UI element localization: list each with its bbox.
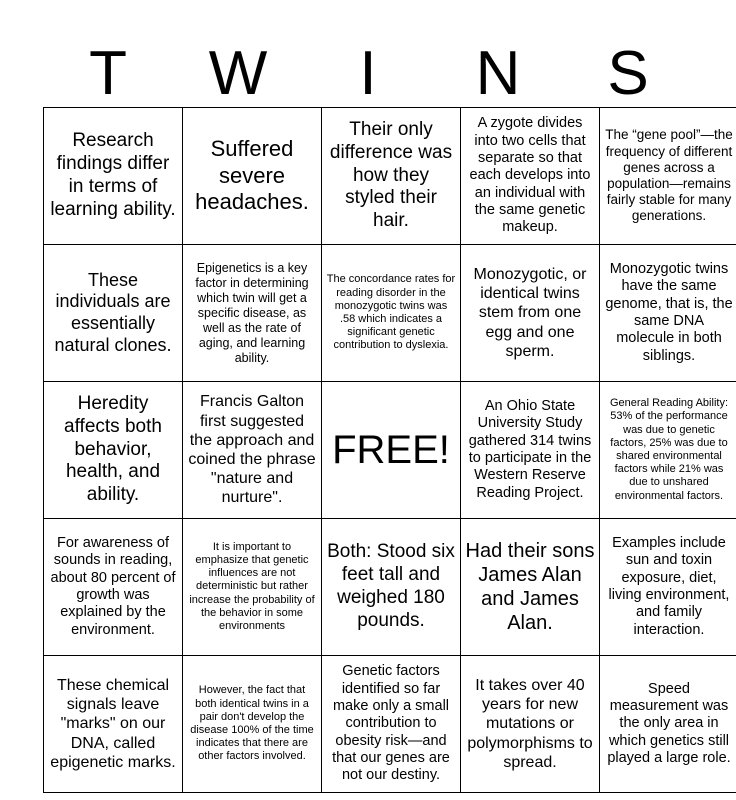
title-letter-t: T: [89, 39, 127, 108]
bingo-cell[interactable]: These chemical signals leave "marks" on our DNA, called epigenetic marks.: [44, 656, 183, 793]
bingo-cell[interactable]: These individuals are essentially natural clones.: [44, 245, 183, 382]
bingo-cell[interactable]: The concordance rates for reading disorder in the monozygotic twins was .58 which indicates a significant genetic contribution to dyslexia.: [322, 245, 461, 382]
bingo-cell[interactable]: However, the fact that both identical twins in a pair don't develop the disease 100% of the time indicates that there are other factors involved.: [183, 656, 322, 793]
free-space-cell[interactable]: FREE!: [322, 382, 461, 519]
bingo-cell[interactable]: Epigenetics is a key factor in determining which twin will get a specific disease, as well as the rate of aging, and learning ability.: [183, 245, 322, 382]
bingo-cell[interactable]: For awareness of sounds in reading, about 80 percent of growth was explained by the environment.: [44, 519, 183, 656]
bingo-cell[interactable]: A zygote divides into two cells that separate so that each develops into an individual with the same genetic makeup.: [461, 108, 600, 245]
bingo-title: [43, 39, 693, 108]
bingo-row-1: [44, 108, 736, 245]
bingo-cell[interactable]: The “gene pool”—the frequency of different genes across a population—remains fairly stable for many generations.: [600, 108, 736, 245]
bingo-cell[interactable]: Both: Stood six feet tall and weighed 180 pounds.: [322, 519, 461, 656]
bingo-cell[interactable]: Had their sons James Alan and James Alan.: [461, 519, 600, 656]
title-letter-s: S: [607, 39, 649, 108]
bingo-cell[interactable]: It is important to emphasize that genetic influences are not deterministic but rather increase the probability of the behavior in some environments: [183, 519, 322, 656]
bingo-row-5: [44, 656, 736, 793]
bingo-cell[interactable]: Monozygotic, or identical twins stem from one egg and one sperm.: [461, 245, 600, 382]
bingo-row-3: [44, 382, 736, 519]
bingo-cell[interactable]: Heredity affects both behavior, health, and ability.: [44, 382, 183, 519]
bingo-cell[interactable]: Suffered severe headaches.: [183, 108, 322, 245]
bingo-cell[interactable]: Their only difference was how they styled their hair.: [322, 108, 461, 245]
bingo-cell[interactable]: Research findings differ in terms of learning ability.: [44, 108, 183, 245]
bingo-cell[interactable]: Genetic factors identified so far make only a small contribution to obesity risk—and that our genes are not our destiny.: [322, 656, 461, 793]
bingo-cell[interactable]: An Ohio State University Study gathered 314 twins to participate in the Western Reserve Reading Project.: [461, 382, 600, 519]
bingo-cell[interactable]: General Reading Ability: 53% of the performance was due to genetic factors, 25% was due to shared environmental factors while 21% was due to unshared environmental factors.: [600, 382, 736, 519]
bingo-cell[interactable]: It takes over 40 years for new mutations or polymorphisms to spread.: [461, 656, 600, 793]
title-letter-n: N: [475, 39, 521, 108]
bingo-cell[interactable]: Francis Galton first suggested the approach and coined the phrase "nature and nurture".: [183, 382, 322, 519]
bingo-cell[interactable]: Examples include sun and toxin exposure, diet, living environment, and family interaction.: [600, 519, 736, 656]
title-letter-w: W: [208, 39, 268, 108]
bingo-cell[interactable]: Monozygotic twins have the same genome, that is, the same DNA molecule in both siblings.: [600, 245, 736, 382]
bingo-card-grid: [43, 107, 736, 793]
title-letter-i: I: [359, 39, 377, 108]
bingo-row-2: [44, 245, 736, 382]
bingo-row-4: [44, 519, 736, 656]
bingo-cell[interactable]: Speed measurement was the only area in which genetics still played a large role.: [600, 656, 736, 793]
